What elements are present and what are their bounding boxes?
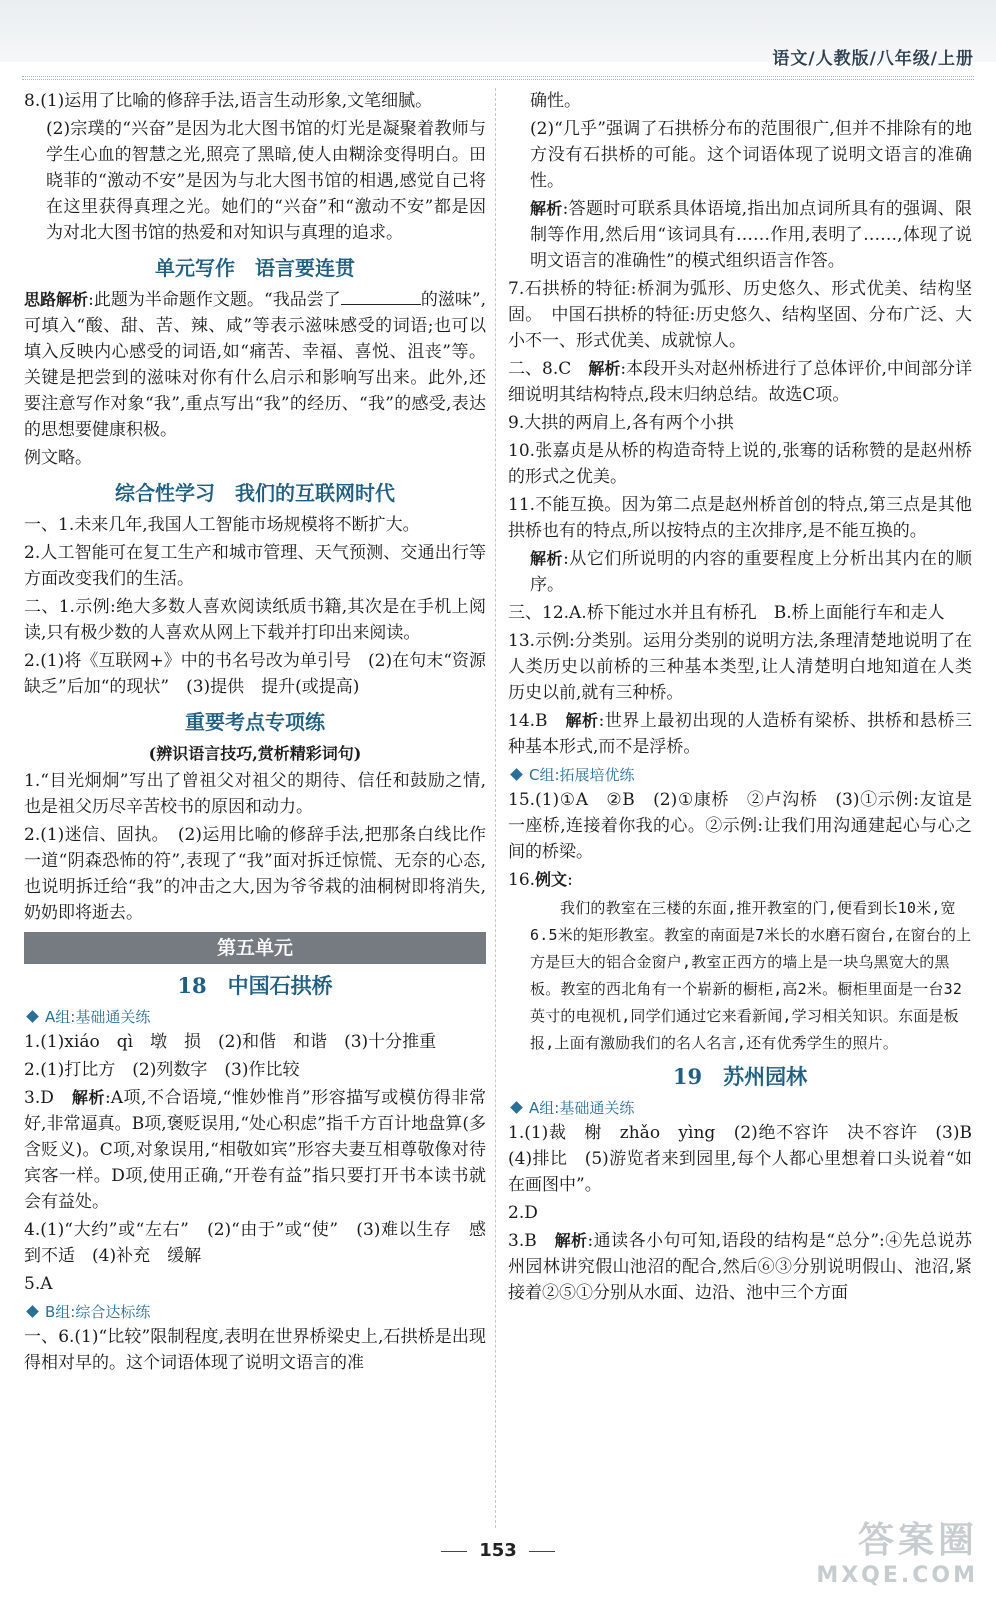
answer-8-2: (2)宗璞的“兴奋”是因为北大图书馆的灯光是凝聚着教师与学生心血的智慧之光,照亮了黑暗,使人由糊涂变得明白。田晓菲的“激动不安”是因为与北大图书馆的相遇,感觉自己将在这里获得真理之光。她们的“兴奋”和“激动不安”都是因为对北大图书馆的热爱和对知识与真理的追求。 [46,119,486,243]
l19-answer-1: 1.(1)裁 榭 zhǎo yìng (2)绝不容许 决不容许 (3)B (4)排比 (5)游览者来到园里,每个人都心里想着口头说着“如在画图中”。 [508,1123,989,1195]
answer-12: 三、12.A.桥下能过水并且有桥孔 B.桥上面能行车和走人 [508,603,945,623]
section-subtitle-key-points: (辨识语言技巧,赏析精彩词句) [148,744,362,763]
answer-3-choice: 3.B [508,1231,555,1251]
answer-6-cont: 确性。 [530,91,581,111]
sample-essay: 我们的教室在三楼的东面,推开教室的门,便看到长10米,宽6.5米的矩形教室。教室的南面是7米长的水磨石窗台,在窗台的上方是巨大的铝合金窗户,教室正西方的墙上是一块乌黑宽大的黑板。教室的西北角有一个崭新的橱柜,高2米。橱柜里面是一台32英寸的电视机,同学们通过它来看新闻,学习相关知识。东面是板报,上面有激励我们的名人名言,还有优秀学生的照片。 [530,899,972,1052]
watermark [816,1512,978,1588]
diamond-icon [26,1010,39,1023]
answer-6-2: (2)“几乎”强调了石拱桥分布的范围很广,但并不排除有的地方没有石拱桥的可能。这个词语体现了说明文语言的准确性。 [530,119,972,191]
group-a2-label: A组:基础通关练 [529,1099,635,1117]
analysis-text: :从它们所说明的内容的重要程度上分析出其内在的顺序。 [530,549,972,595]
analysis-label: 解析 [588,359,621,378]
watermark-url: MXQE.COM [816,1563,978,1588]
l18-answer-6: 一、6.(1)“比较”限制程度,表明在世界桥梁史上,石拱桥是出现得相对早的。这个词语体现了说明文语言的准 [24,1327,486,1373]
lesson-title-18: 18 中国石拱桥 [177,973,333,998]
analysis-text: :本段开头对赵州桥进行了总体评价,中间部分详细说明其结构特点,段末归纳总结。故选C项。 [508,359,972,405]
study-answer-3: 二、1.示例:绝大多数人喜欢阅读纸质书籍,其次是在手机上阅读,只有极少数的人喜欢从网上下载并打印出来阅读。 [24,597,486,643]
analysis-text: :答题时可联系具体语境,指出加点词所具有的强调、限制等作用,然后用“该词具有……作用,表明了……,体现了说明文语言的准确性”的模式组织语言作答。 [530,199,972,271]
group-c-label: C组:拓展培优练 [529,766,635,784]
diamond-icon [510,768,523,781]
l19-answer-2: 2.D [508,1203,538,1223]
answer-14-choice: 14.B [508,711,566,731]
answer-3-text: :A项,不合语境,“惟妙惟肖”形容描写或模仿得非常好,非常逼真。B项,褒贬误用,“处心积虑”指千方百计地盘算(多含贬义)。C项,对象误用,“相敬如宾”形容夫妻互相尊敬像对待宾客一样。D项,使用正确,“开卷有益”指只要打开书本读书就会有益处。 [24,1088,486,1212]
answer-10: 10.张嘉贞是从桥的构造奇特上说的,张骞的话称赞的是赵州桥的形式之优美。 [508,441,972,487]
watermark-logo: 答案圈 [857,1520,978,1561]
header-divider [22,76,974,80]
study-answer-2: 2.人工智能可在复工生产和城市管理、天气预测、交通出行等方面改变我们的生活。 [24,543,486,589]
section-title-key-points: 重要考点专项练 [185,710,325,734]
l18-answer-1: 1.(1)xiáo qì 墩 损 (2)和偕 和谐 (3)十分推重 [24,1032,437,1052]
group-b-label: B组:综合达标练 [45,1303,151,1321]
answer-11-analysis [508,546,972,598]
group-c-heading [508,764,972,785]
left-column [24,88,486,1378]
answer-9: 9.大拱的两肩上,各有两个小拱 [508,413,734,433]
group-a-heading [24,1006,486,1027]
key-answer-2: 2.(1)迷信、固执。 (2)运用比喻的修辞手法,把那条白线比作一道“阴森恐怖的符”,表现了“我”面对拆迁惊慌、无奈的心态,也说明拆迁给“我”的冲击之大,因为爷爷栽的油桐树即将消失,奶奶即将逝去。 [24,825,486,923]
analysis-text: :通读各小句可知,语段的结构是“总分”:④先总说苏州园林讲究假山池沼的配合,然后⑥③分别说明假山、池沼,紧接着②⑤①分别从水面、边沿、池中三个方面 [508,1231,972,1303]
group-b-heading [24,1301,486,1322]
analysis-label: 解析 [565,711,599,730]
writing-analysis [24,287,486,443]
l18-answer-3 [24,1085,486,1215]
l19-answer-3 [508,1228,972,1306]
answer-16-number: 16. [508,870,536,890]
diamond-icon [510,1101,523,1114]
dash-left [441,1551,467,1552]
writing-example: 例文略。 [24,448,92,468]
analysis-label: 解析 [71,1088,105,1107]
answer-8 [508,356,972,408]
key-answer-1: 1.“目光炯炯”写出了曾祖父对祖父的期待、信任和鼓励之情,也是祖父历尽辛苦校书的原因和动力。 [24,771,486,817]
answer-15: 15.(1)①A ②B (2)①康桥 ②卢沟桥 (3)①示例:友谊是一座桥,连接着你我的心。②示例:让我们用沟通建起心与心之间的桥梁。 [508,790,972,862]
answer-7: 7.石拱桥的特征:桥洞为弧形、历史悠久、形式优美、结构坚固。 中国石拱桥的特征:历史悠久、结构坚固、分布广泛、大小不一、形式优美、成就惊人。 [508,279,972,351]
answer-8-choice: 二、8.C [508,359,589,379]
section-title-writing: 单元写作 语言要连贯 [155,256,355,280]
l18-answer-5: 5.A [24,1274,53,1294]
l18-answer-2: 2.(1)打比方 (2)列数字 (3)作比较 [24,1060,300,1080]
study-answer-4: 2.(1)将《互联网+》中的书名号改为单引号 (2)在句末“资源缺乏”后加“的现状” (3)提供 提升(或提高) [24,651,486,697]
analysis-label: 解析 [530,199,563,218]
l18-answer-4: 4.(1)“大约”或“左右” (2)“由于”或“使” (3)难以生存 感到不适 (4)补充 缓解 [24,1220,486,1266]
group-a2-heading [508,1097,972,1118]
sample-essay-label: 例文 [535,870,568,889]
dash-right [529,1551,555,1552]
answer-8-1: 8.(1)运用了比喻的修辞手法,语言生动形象,文笔细腻。 [24,91,433,111]
group-a-label: A组:基础通关练 [45,1008,151,1026]
answer-16-heading [508,867,972,893]
sample-essay-colon: : [567,870,573,890]
right-column [508,88,989,1308]
fill-blank [341,289,421,305]
answer-14 [508,708,972,760]
analysis-label: 思路解析 [24,290,89,309]
study-answer-1: 一、1.未来几年,我国人工智能市场规模将不断扩大。 [24,515,420,535]
analysis-label: 解析 [530,549,564,568]
unit-banner: 第五单元 [24,932,486,964]
diamond-icon [26,1305,39,1318]
column-divider [495,88,496,1528]
answer-11: 11.不能互换。因为第二点是赵州桥首创的特点,第三点是其他拱桥也有的特点,所以按特点的主次排序,是不能互换的。 [508,495,972,541]
page-number-value: 153 [479,1540,517,1561]
lesson-title-19: 19 苏州园林 [672,1064,808,1089]
writing-text-b: 的滋味”,可填入“酸、甜、苦、辣、咸”等表示滋味感受的词语;也可以填入反映内心感受的词语,如“痛苦、幸福、喜悦、沮丧”等。关键是把尝到的滋味对你有什么启示和影响写出来。此外,还要注意写作对象“我”,重点写出“我”的经历、“我”的感受,表达的思想要健康积极。 [24,290,486,440]
analysis-label: 解析 [554,1231,588,1250]
header-title: 语文/人教版/八年级/上册 [772,49,974,69]
writing-text-a: :此题为半命题作文题。“我品尝了 [88,290,341,310]
answer-13: 13.示例:分类别。运用分类别的说明方法,条理清楚地说明了在人类历史以前桥的三种基本类型,让人清楚明白地知道在人类历史以前,就有三种桥。 [508,631,972,703]
analysis-text: :世界上最初出现的人造桥有梁桥、拱桥和悬桥三种基本形式,而不是浮桥。 [508,711,972,757]
section-title-study: 综合性学习 我们的互联网时代 [115,481,395,505]
answer-3-choice: 3.D [24,1088,72,1108]
answer-6-analysis [508,196,972,274]
